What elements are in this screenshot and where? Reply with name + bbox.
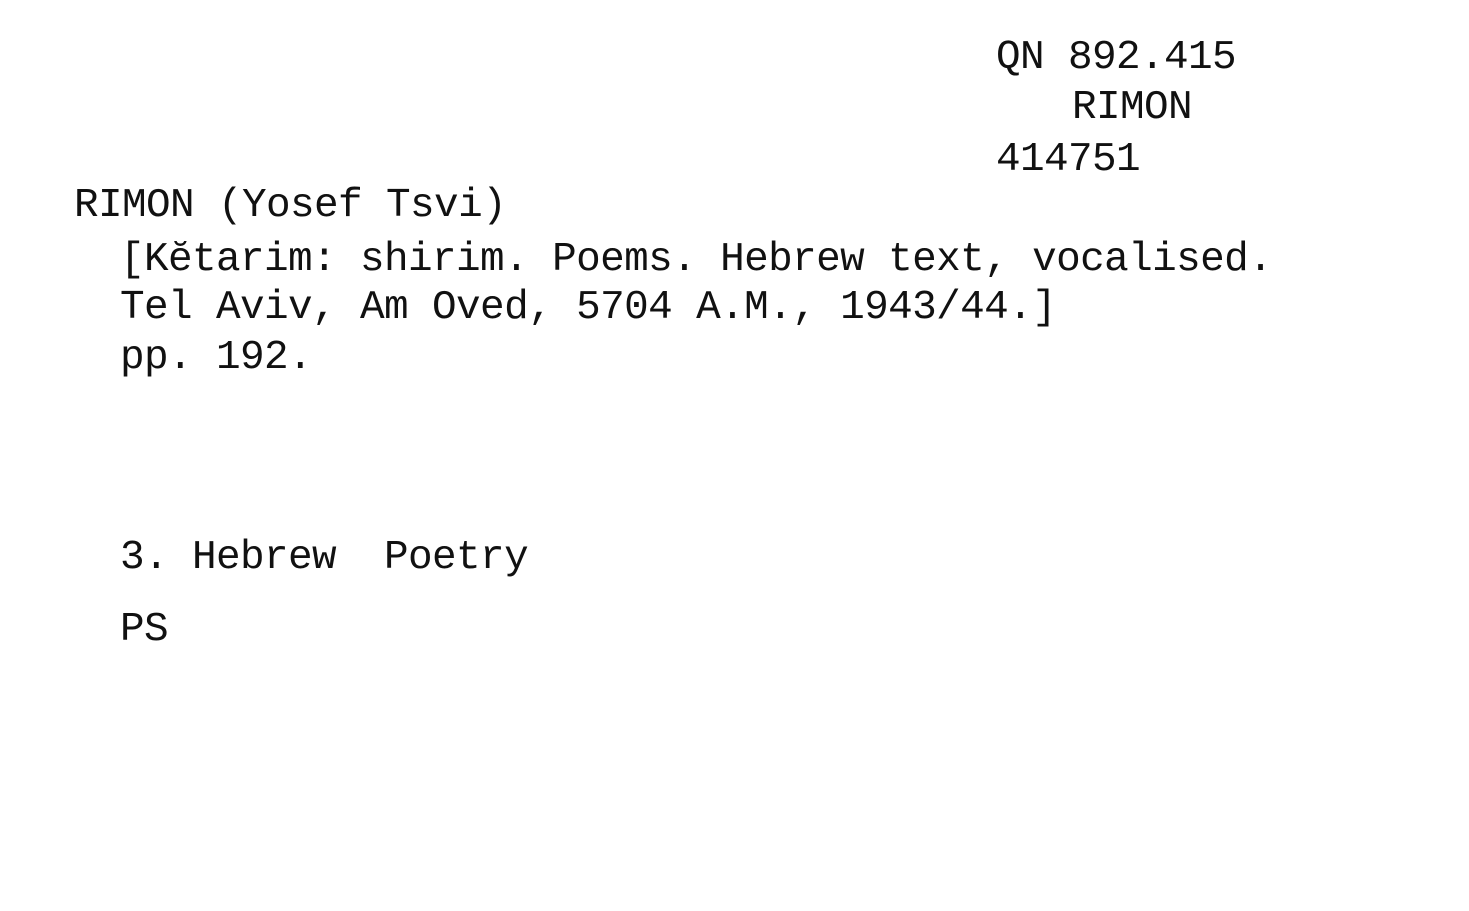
- title-line: [Kĕtarim: shirim. Poems. Hebrew text, vocalised.: [120, 237, 1273, 283]
- author-heading: RIMON (Yosef Tsvi): [74, 183, 507, 229]
- cataloguer-initials: PS: [120, 607, 169, 653]
- accession-number: 414751: [996, 137, 1141, 183]
- collation: pp. 192.: [120, 335, 313, 381]
- call-number-class: QN 892.415: [996, 35, 1237, 81]
- call-number-cutter: RIMON: [1072, 85, 1193, 131]
- imprint-line: Tel Aviv, Am Oved, 5704 A.M., 1943/44.]: [120, 285, 1057, 331]
- subject-heading: 3. Hebrew Poetry: [120, 535, 529, 581]
